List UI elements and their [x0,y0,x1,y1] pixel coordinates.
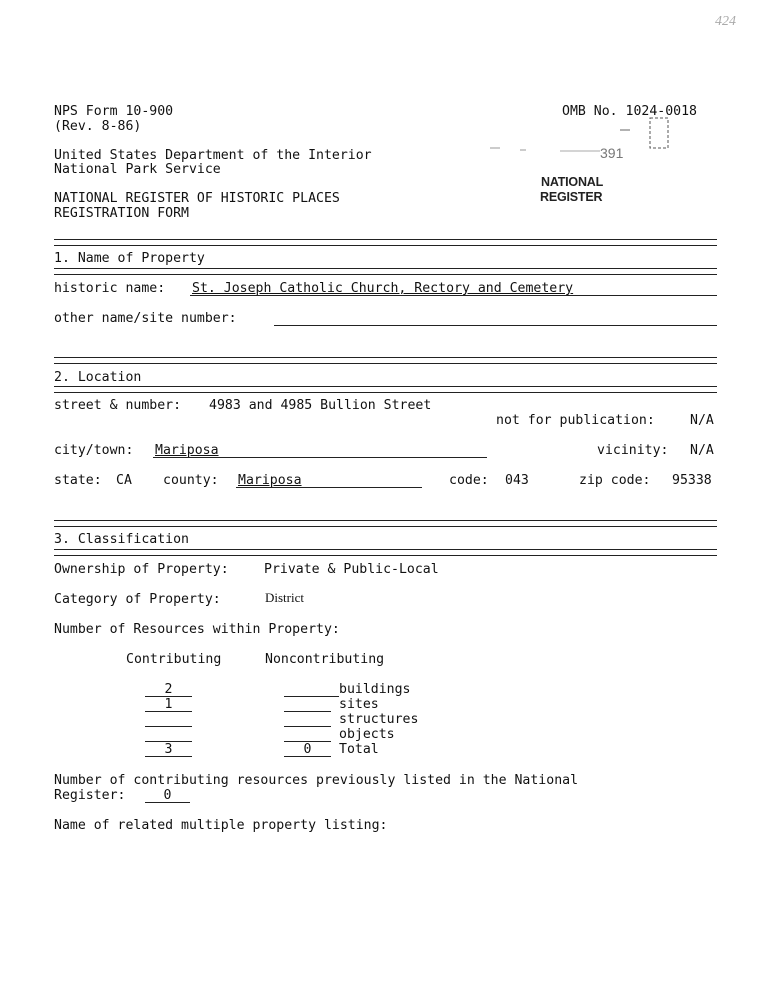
city-label: city/town: [54,443,134,458]
previously-listed-value: 0 [145,788,190,803]
county-label: county: [163,473,219,488]
ownership-value: Private & Public-Local [264,562,439,577]
noncontributing-count [284,712,331,727]
zip-label: zip code: [579,473,651,488]
contributing-count [145,712,192,727]
street-value: 4983 and 4985 Bullion Street [209,398,432,413]
previously-listed-label-line-2: Register: [54,788,126,803]
resources-label: Number of Resources within Property: [54,622,340,637]
stamp-national: NATIONAL [541,175,604,189]
street-label: street & number: [54,398,182,413]
contributing-count [145,727,192,742]
other-name-line [274,311,717,326]
category-label: Category of Property: [54,592,221,607]
resource-type-label: structures [339,712,419,727]
category-value: District [265,590,304,605]
previously-listed-label-line-1: Number of contributing resources previously listed in the National [54,773,579,788]
section-rule [54,239,717,246]
historic-name-value: St. Joseph Catholic Church, Rectory and Cemetery [192,281,574,296]
ownership-label: Ownership of Property: [54,562,229,577]
section-rule [54,520,717,527]
resource-type-label: Total [339,742,379,757]
city-value: Mariposa [155,443,219,458]
section-rule [54,268,717,275]
noncontributing-count: 0 [284,742,331,757]
form-title-line-2: REGISTRATION FORM [54,206,189,221]
historic-name-label: historic name: [54,281,166,296]
stamp-register: REGISTER [540,190,603,204]
zip-value: 95338 [672,473,712,488]
noncontributing-column-header: Noncontributing [265,652,385,667]
code-label: code: [449,473,489,488]
state-value: CA [116,473,132,488]
section-rule [54,549,717,556]
section-rule [54,386,717,393]
state-label: state: [54,473,102,488]
contributing-count: 2 [145,682,192,697]
form-number: NPS Form 10-900 [54,104,174,119]
resource-type-label: buildings [339,682,411,697]
service-name: National Park Service [54,162,221,177]
not-for-publication-value: N/A [690,413,714,428]
not-for-publication-label: not for publication: [496,413,655,428]
contributing-column-header: Contributing [126,652,222,667]
department-name: United States Department of the Interior [54,148,372,163]
vicinity-label: vicinity: [597,443,669,458]
resource-type-label: sites [339,697,379,712]
omb-number: OMB No. 1024-0018 [562,104,697,119]
section-rule [54,357,717,364]
noncontributing-count [284,682,339,697]
other-name-label: other name/site number: [54,311,237,326]
section1-heading: 1. Name of Property [54,251,205,266]
county-value: Mariposa [238,473,302,488]
handwritten-page-note: 424 [715,14,736,29]
noncontributing-count [284,697,331,712]
contributing-count: 3 [145,742,192,757]
vicinity-value: N/A [690,443,714,458]
section3-heading: 3. Classification [54,532,189,547]
svg-text:391: 391 [600,145,624,161]
form-title-line-1: NATIONAL REGISTER OF HISTORIC PLACES [54,191,340,206]
contributing-count: 1 [145,697,192,712]
resource-type-label: objects [339,727,395,742]
section2-heading: 2. Location [54,370,142,385]
stamp-marks-icon [480,112,680,167]
code-value: 043 [505,473,529,488]
form-revision: (Rev. 8-86) [54,119,142,134]
multiple-property-listing-label: Name of related multiple property listing: [54,818,388,833]
noncontributing-count [284,727,331,742]
